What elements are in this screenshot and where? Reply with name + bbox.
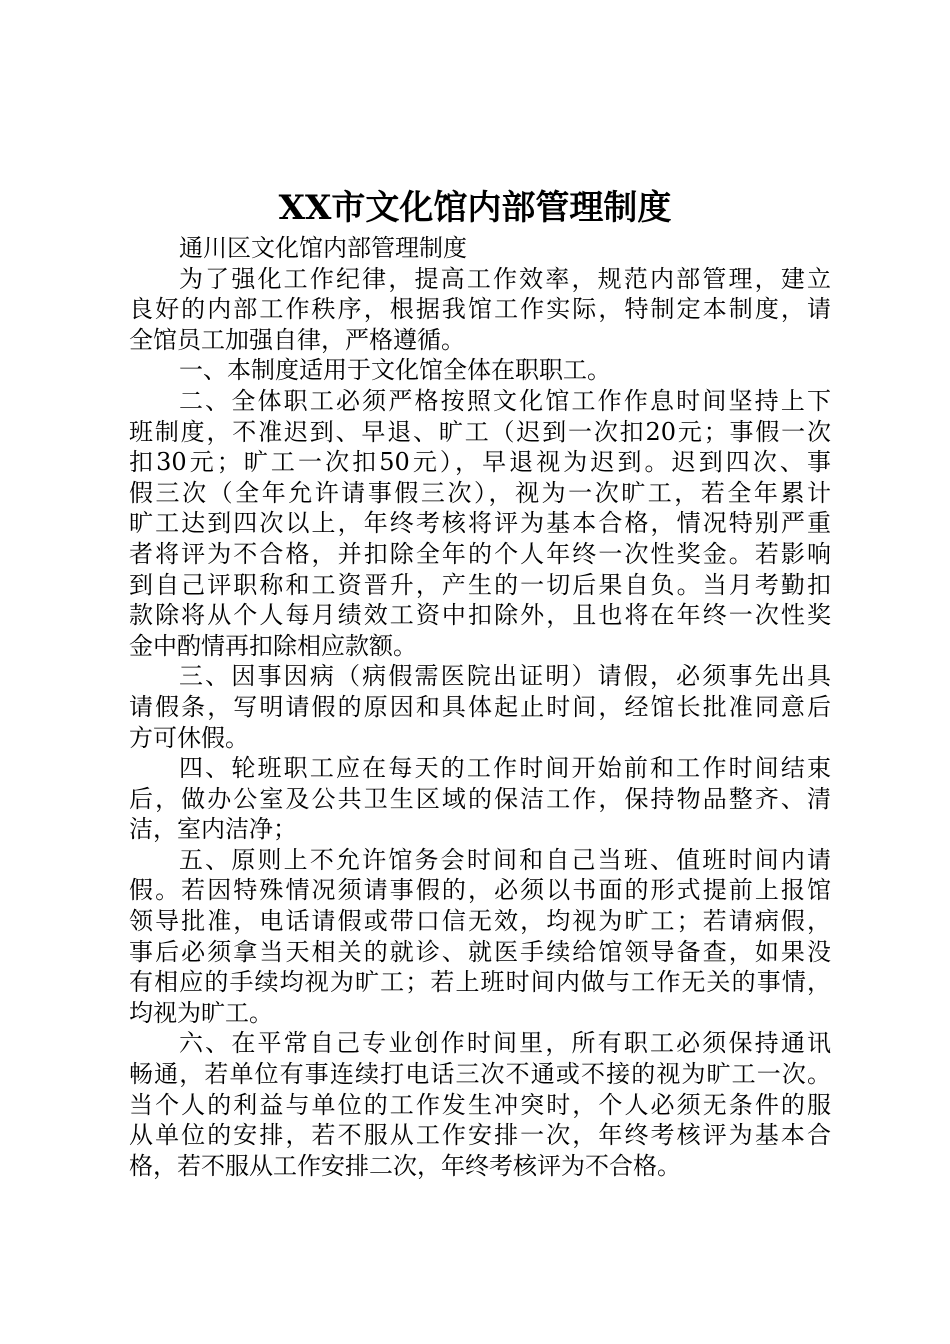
document-line: 五、原则上不允许馆务会时间和自己当班、值班时间内请 <box>179 845 831 874</box>
document-line: 方可休假。 <box>129 723 249 752</box>
document-line: 班制度，不准迟到、早退、旷工（迟到一次扣20元；事假一次 <box>129 417 831 446</box>
document-line: 假。若因特殊情况须请事假的，必须以书面的形式提前上报馆 <box>129 876 831 905</box>
document-title: XX市文化馆内部管理制度 <box>278 188 672 228</box>
document-line: 者将评为不合格，并扣除全年的个人年终一次性奖金。若影响 <box>129 539 831 568</box>
document-line: 三、因事因病（病假需医院出证明）请假，必须事先出具 <box>179 662 831 691</box>
document-line: 畅通，若单位有事连续打电话三次不通或不接的视为旷工一次。 <box>129 1060 831 1089</box>
document-line: 有相应的手续均视为旷工；若上班时间内做与工作无关的事情， <box>129 968 831 997</box>
document-line: 款除将从个人每月绩效工资中扣除外，且也将在年终一次性奖 <box>129 601 831 630</box>
document-line: 洁，室内洁净； <box>129 815 297 844</box>
document-line: 领导批准，电话请假或带口信无效，均视为旷工；若请病假， <box>129 907 831 936</box>
document-line: 从单位的安排，若不服从工作安排一次，年终考核评为基本合 <box>129 1121 831 1150</box>
document-line: 均视为旷工。 <box>129 998 273 1027</box>
document-line: 到自己评职称和工资晋升，产生的一切后果自负。当月考勤扣 <box>129 570 831 599</box>
document-line: 六、在平常自己专业创作时间里，所有职工必须保持通讯 <box>179 1029 831 1058</box>
document-body <box>129 233 831 1181</box>
document-line: 为了强化工作纪律，提高工作效率，规范内部管理，建立 <box>179 264 831 293</box>
document-line: 通川区文化馆内部管理制度 <box>179 234 467 262</box>
document-line: 事后必须拿当天相关的就诊、就医手续给馆领导备查，如果没 <box>129 937 831 966</box>
document-line: 良好的内部工作秩序，根据我馆工作实际，特制定本制度，请 <box>129 295 831 324</box>
document-line: 金中酌情再扣除相应款额。 <box>129 631 417 660</box>
document-line: 格，若不服从工作安排二次，年终考核评为不合格。 <box>129 1151 681 1180</box>
document-line: 全馆员工加强自律，严格遵循。 <box>129 325 465 354</box>
document-line: 请假条，写明请假的原因和具体起止时间，经馆长批准同意后 <box>129 692 831 721</box>
document-line: 后，做办公室及公共卫生区域的保洁工作，保持物品整齐、清 <box>129 784 831 813</box>
document-line: 扣30元；旷工一次扣50元），早退视为迟到。迟到四次、事 <box>129 448 831 477</box>
document-line: 二、全体职工必须严格按照文化馆工作作息时间坚持上下 <box>179 386 831 415</box>
document-line: 当个人的利益与单位的工作发生冲突时，个人必须无条件的服 <box>129 1090 831 1119</box>
document-line: 一、本制度适用于文化馆全体在职职工。 <box>179 356 611 385</box>
document-line: 四、轮班职工应在每天的工作时间开始前和工作时间结束 <box>179 754 831 783</box>
document-line: 旷工达到四次以上，年终考核将评为基本合格，情况特别严重 <box>129 509 831 538</box>
document-line: 假三次（全年允许请事假三次），视为一次旷工，若全年累计 <box>129 478 831 507</box>
